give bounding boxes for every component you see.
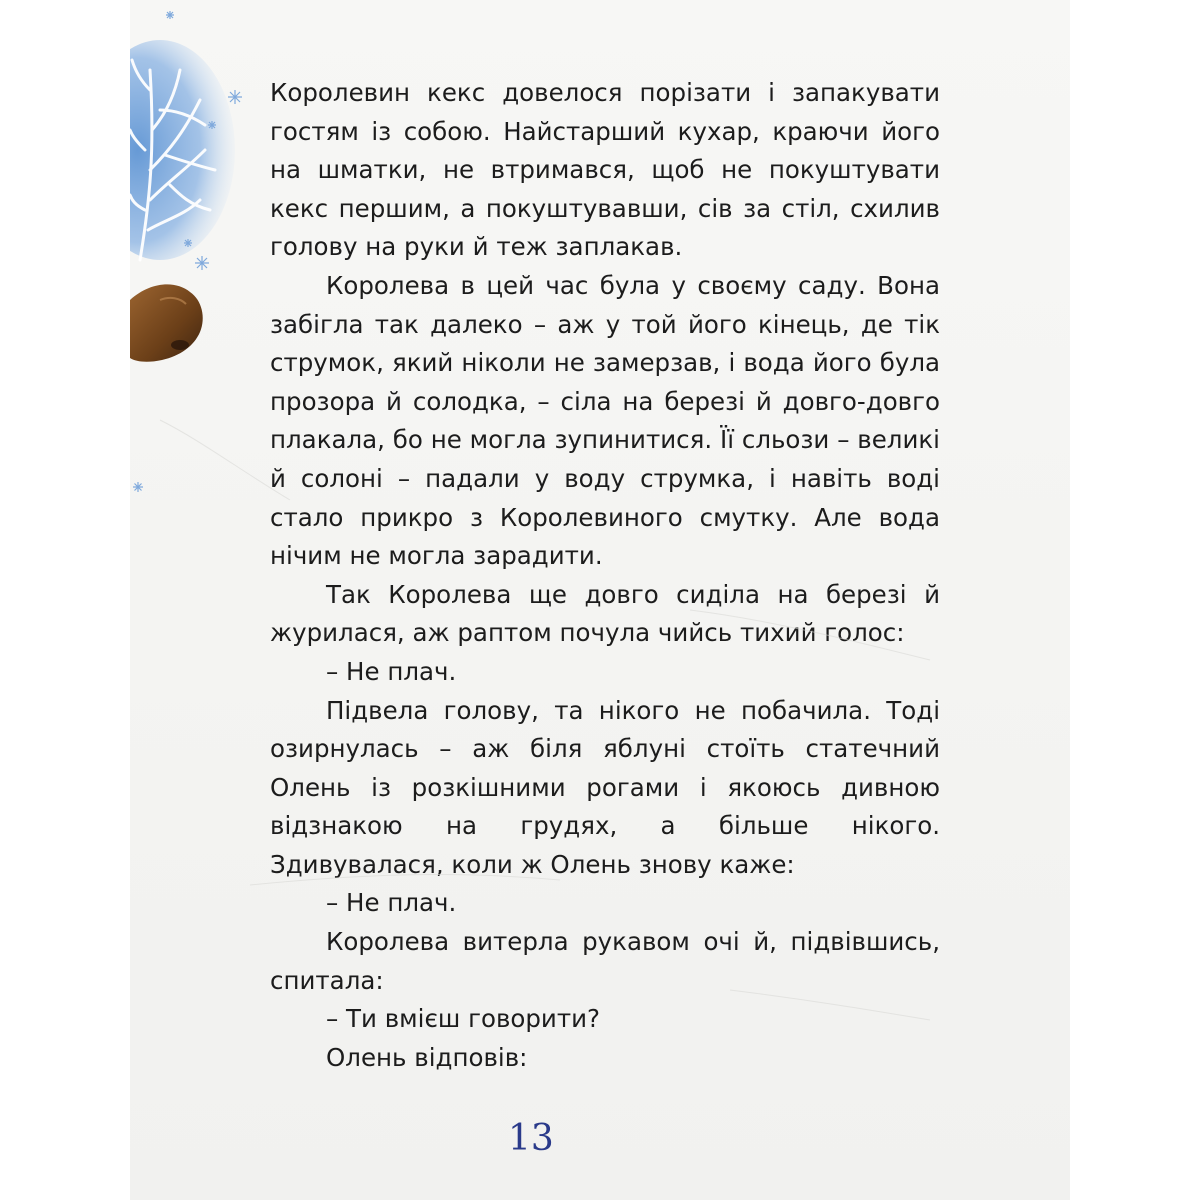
paragraph-6: Олень відповів: bbox=[326, 1042, 528, 1072]
paragraph-5: Королева витерла рукавом очі й, підвівшись, спитала: bbox=[270, 927, 940, 995]
book-page bbox=[130, 0, 1070, 1200]
paragraph-1: Королевин кекс довелося порізати і запакувати гостям із собою. Найстарший кухар, краючи його на шматки, не втримався, щоб не покуштувати кекс першим, а покуштувавши, сів за стіл, схилив голову на руки й теж заплакав. bbox=[270, 78, 940, 262]
frosted-tree-and-deer-illustration bbox=[130, 0, 260, 520]
dialogue-line-3: – Ти вмієш говорити? bbox=[326, 1004, 601, 1034]
story-text bbox=[270, 74, 940, 1077]
dialogue-line-2: – Не плач. bbox=[326, 888, 457, 918]
page-number: 13 bbox=[508, 1118, 554, 1159]
dialogue-line-1: – Не плач. bbox=[326, 656, 457, 686]
paragraph-4: Підвела голову, та нікого не побачила. Тоді озирнулась – аж біля яблуні стоїть статечний Олень із розкішними рогами і якоюсь дивною відзнакою на грудях, а більше нікого. Здивувалася, коли ж Олень знову каже: bbox=[270, 695, 940, 879]
paragraph-2: Королева в цей час була у своєму саду. Вона забігла так далеко – аж у той його кінець, де тік струмок, який ніколи не замерзав, і вода його була прозора й солодка, – сіла на березі й довго-довго плакала, бо не могла зупинитися. Її сльози – великі й солоні – падали у воду струмка, і навіть воді стало прикро з Королевиного смутку. Але вода нічим не могла зарадити. bbox=[270, 270, 940, 571]
paragraph-3: Так Королева ще довго сиділа на березі й журилася, аж раптом почула чийсь тихий голос: bbox=[270, 579, 940, 648]
